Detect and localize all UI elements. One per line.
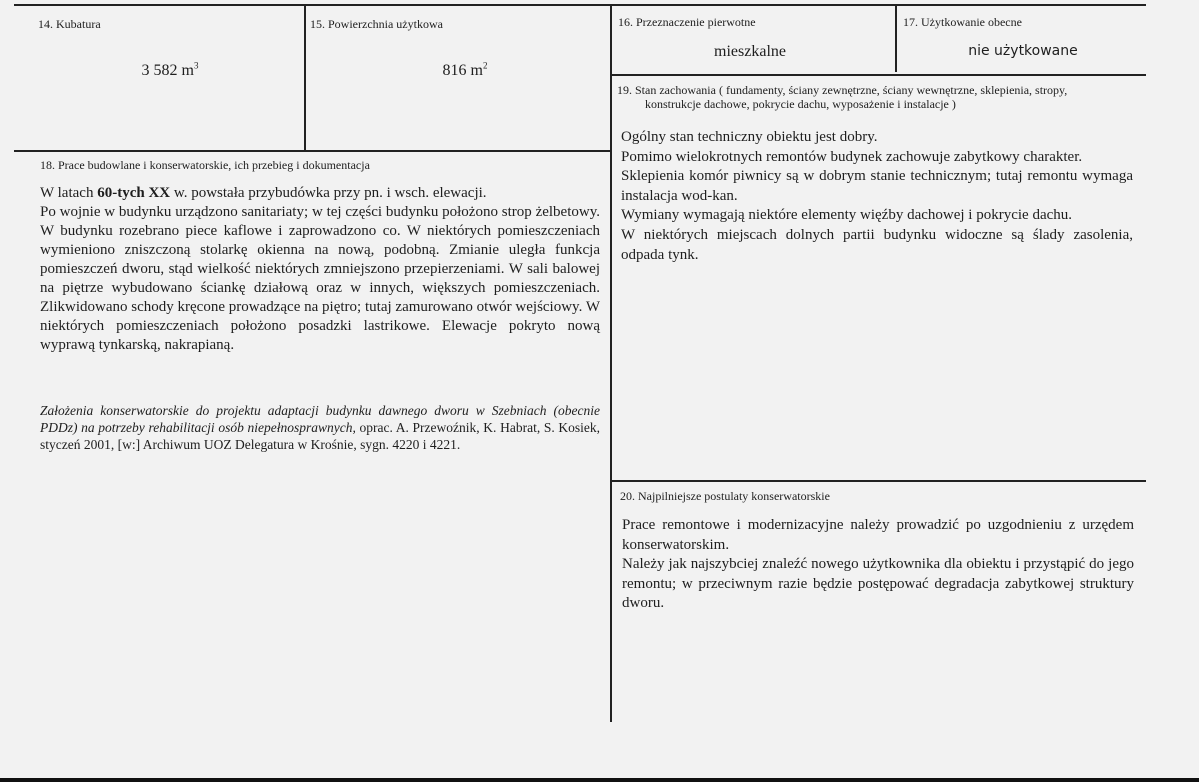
field-14-value: 3 582 $m^3$ bbox=[141, 60, 199, 79]
field-18-citation: Założenia konserwatorskie do projektu adaptacji budynku dawnego dworu w Szebniach (obecnie PDDz) na potrzeby rehabilitacji osób niepełnosprawnych, oprac. A. Przewoźnik, K. Habrat, S. Kosiek, styczeń 2001, [w:] Archiwum UOZ Delegatura w Krośnie, sygn. 4220 i 4221. bbox=[40, 403, 600, 452]
line-19-top bbox=[612, 74, 1146, 76]
field-19-text: Ogólny stan techniczny obiektu jest dobry. Pomimo wielokrotnych remontów budynek zachowuje zabytkowy charakter. Sklepienia komór piwnicy są w dobrym stanie technicznym; tutaj remontu wymaga instalacja wod-kan. Wymiany wymagają niektóre elementy więźby dachowej i pokrycie dachu. W niektórych miejscach dolnych partii budynku widoczne są ślady zasolenia, odpada tynk. bbox=[621, 129, 1133, 263]
field-16-label: 16. Przeznaczenie pierwotne bbox=[618, 15, 756, 29]
field-15-value: 816 $m^2$ bbox=[442, 60, 488, 79]
field-19-label: 19. Stan zachowania ( fundamenty, ściany zewnętrzne, ściany wewnętrzne, sklepienia, stropy, konstrukcje dachowe, pokrycie dachu, wyposażenie i instalacje ) bbox=[617, 83, 1068, 111]
field-20-text: Prace remontowe i modernizacyjne należy prowadzić po uzgodnieniu z urzędem konserwatorskim. Należy jak najszybciej znaleźć nowego użytkownika dla obiektu i przystąpić do jego remontu; w przeciwnym razie będzie postępować degradacja zabytkowej struktury dworu. bbox=[622, 517, 1134, 611]
top-border-left bbox=[14, 4, 612, 6]
field-15-label: 15. Powierzchnia użytkowa bbox=[310, 17, 443, 31]
bottom-border bbox=[0, 778, 1199, 782]
line-20-top bbox=[612, 480, 1146, 482]
divider-main bbox=[610, 6, 612, 722]
field-18-label: 18. Prace budowlane i konserwatorskie, ich przebieg i dokumentacja bbox=[40, 158, 370, 172]
field-18-text: W latach 60-tych XX w. powstała przybudówka przy pn. i wsch. elewacji. Po wojnie w budynku urządzono sanitariaty; w tej części budynku położono strop żelbetowy. W budynku rozebrano piece kaflowe i zaprowadzono co. W niektórych pomieszczeniach wymieniono zniszczoną stolarkę okienna na nową, podobną. Zmianie uległa funkcja pomieszczeń dworu, stąd wielkość niektórych zmniejszono przepierzeniami. W sali balowej na piętrze wybudowano ściankę działową oraz w innych, większych pomieszczeniach. Zlikwidowano schody kręcone prowadzące na piętro; tutaj zamurowano otwór wejściowy. W niektórych pomieszczeniach położono posadzki lastrikowe. Elewacje pokryto nową wyprawą tynkarską, nakrapianą. bbox=[40, 185, 600, 353]
field-20-label: 20. Najpilniejsze postulaty konserwatorskie bbox=[620, 489, 830, 503]
line-18-top bbox=[14, 150, 612, 152]
field-17-value: nie użytkowane bbox=[968, 43, 1078, 59]
field-16-value: mieszkalne bbox=[714, 43, 786, 60]
field-14-label: 14. Kubatura bbox=[38, 17, 101, 31]
field-17-label: 17. Użytkowanie obecne bbox=[903, 15, 1022, 29]
top-border-right bbox=[612, 4, 1146, 6]
divider-14-15 bbox=[304, 6, 306, 152]
divider-16-17 bbox=[895, 6, 897, 72]
